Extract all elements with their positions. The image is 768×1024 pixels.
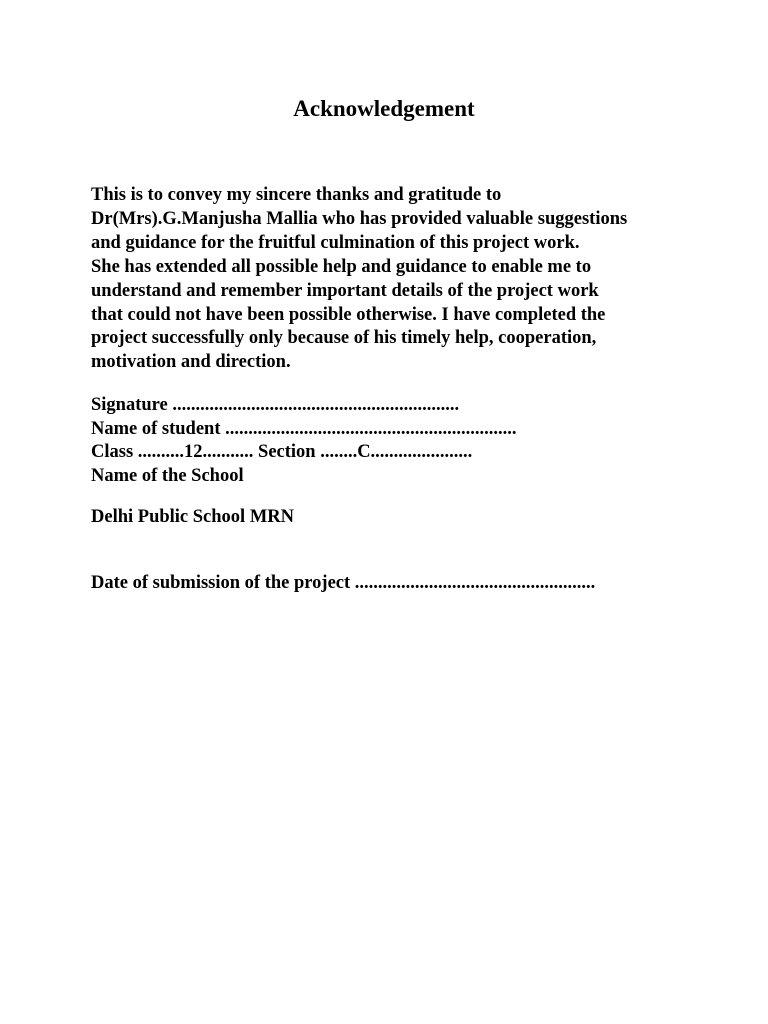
- signature-field: Signature ..............................................................: [91, 395, 460, 415]
- school-name: Delhi Public School MRN: [91, 507, 294, 527]
- paragraph-line: Dr(Mrs).G.Manjusha Mallia who has provided valuable suggestions: [91, 208, 628, 229]
- details-fields: [91, 394, 711, 488]
- paragraph-line: and guidance for the fruitful culmination of this project work.: [91, 232, 580, 253]
- school-name-label: Name of the School: [91, 465, 244, 486]
- class-section-field: Class ..........12........... Section ........C......................: [91, 442, 473, 462]
- paragraph-line: This is to convey my sincere thanks and gratitude to: [91, 185, 502, 205]
- student-name-field: Name of student ...............................................................: [91, 418, 517, 439]
- paragraph-line: She has extended all possible help and guidance to enable me to: [91, 256, 592, 277]
- paragraph-line: motivation and direction.: [91, 352, 291, 373]
- paragraph-line: project successfully only because of his timely help, cooperation,: [91, 328, 597, 349]
- acknowledgement-paragraph: [91, 184, 711, 375]
- paragraph-line: that could not have been possible otherwise. I have completed the: [91, 304, 606, 325]
- paragraph-line: understand and remember important details of the project work: [91, 280, 599, 301]
- submission-date-field: Date of submission of the project ....................................................: [91, 573, 596, 593]
- page-title: Acknowledgement: [293, 96, 475, 121]
